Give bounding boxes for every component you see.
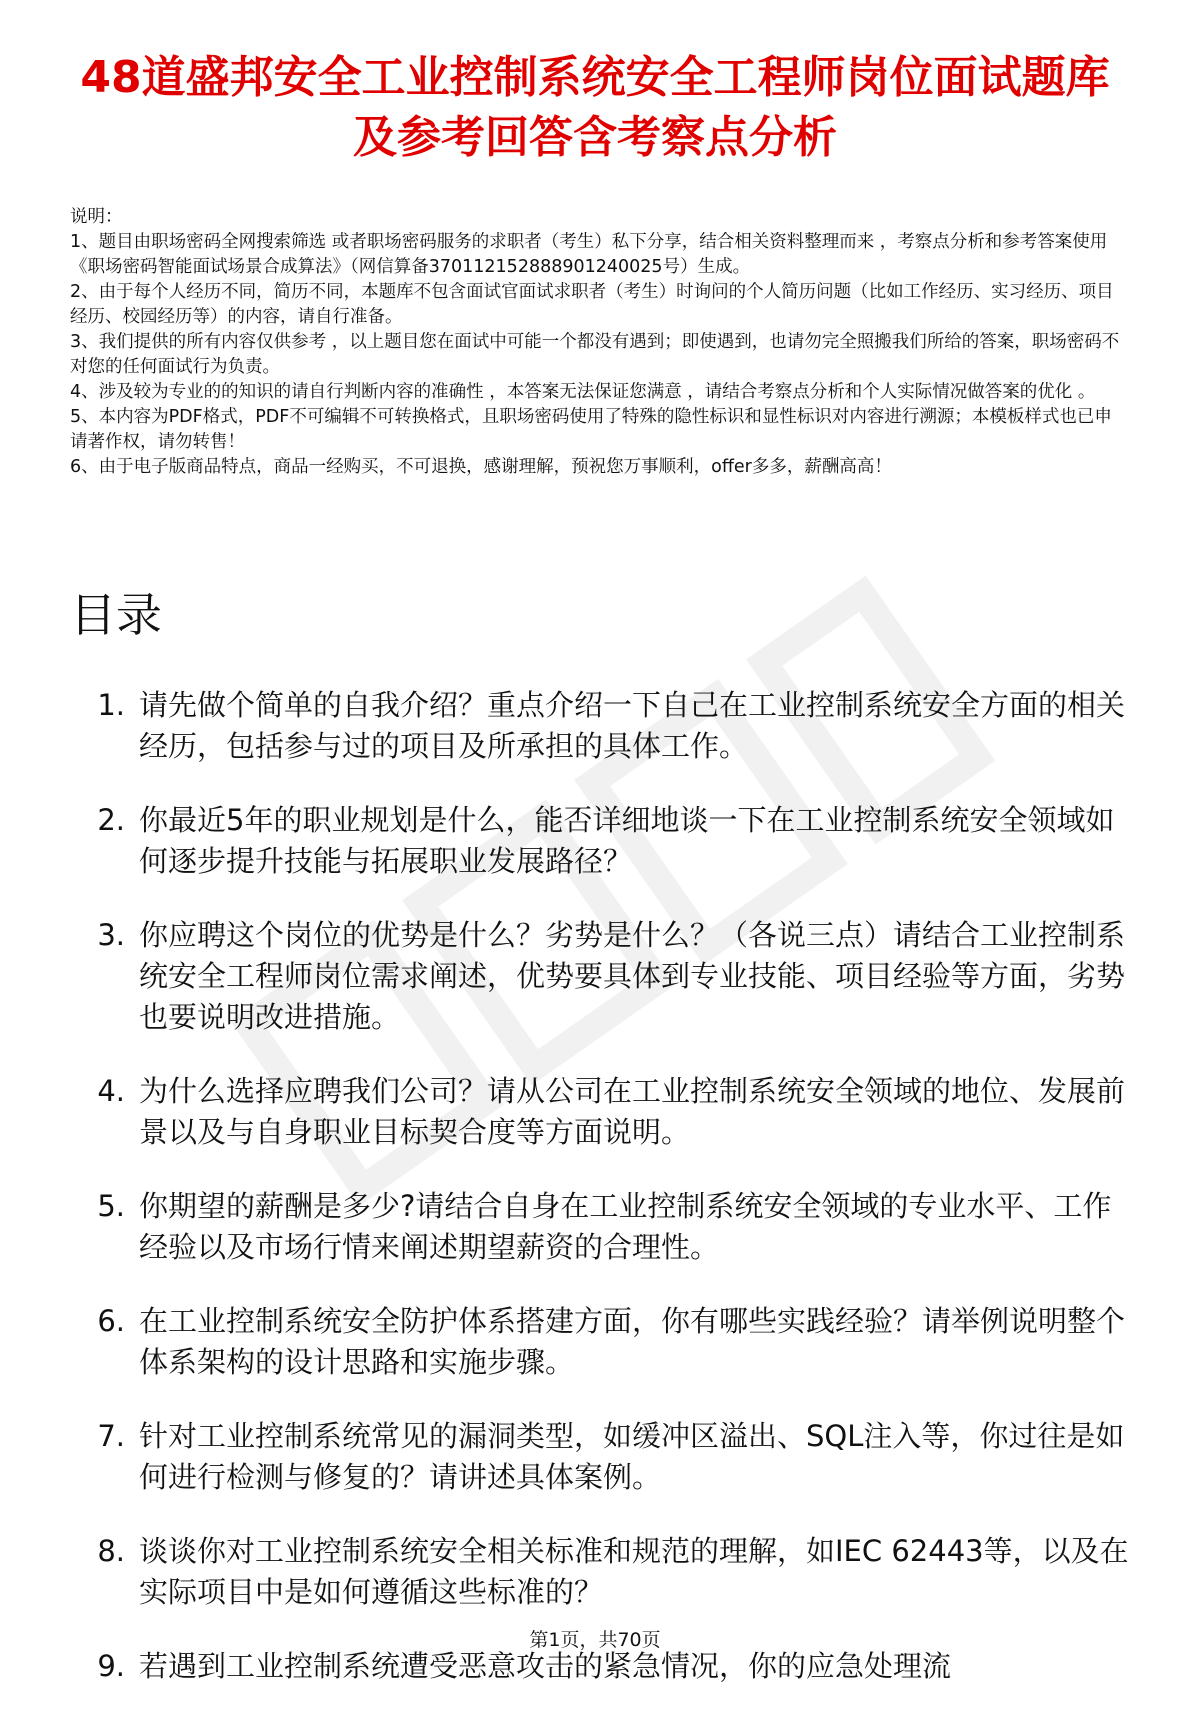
toc-item-5[interactable] [70, 1186, 1130, 1268]
note-item-3: 3、我们提供的所有内容仅供参考 ，以上题目您在面试中可能一个都没有遇到；即使遇到，也请勿完全照搬我们所给的答案，职场密码不对您的任何面试行为负责。 [70, 332, 1120, 377]
toc-item-number: 6. [97, 1304, 125, 1338]
toc-item-number: 3. [97, 918, 125, 952]
toc-item-number: 4. [97, 1074, 125, 1108]
toc-item-text: 为什么选择应聘我们公司？请从公司在工业控制系统安全领域的地位、发展前景以及与自身职业目标契合度等方面说明。 [139, 1074, 1126, 1149]
toc-heading: 目录 [70, 588, 162, 642]
toc-item-number: 8. [97, 1534, 125, 1568]
notes-section [70, 205, 1120, 480]
notes-heading: 说明： [70, 207, 123, 227]
toc-item-8[interactable] [70, 1531, 1130, 1613]
page-footer: 第1页，共70页 [529, 1629, 661, 1651]
toc-item-text: 若遇到工业控制系统遭受恶意攻击的紧急情况，你的应急处理流 [139, 1649, 952, 1683]
toc-item-number: 2. [97, 803, 125, 837]
toc-item-text: 在工业控制系统安全防护体系搭建方面，你有哪些实践经验？请举例说明整个体系架构的设计思路和实施步骤。 [139, 1304, 1126, 1379]
toc-item-text: 你应聘这个岗位的优势是什么？劣势是什么？（各说三点）请结合工业控制系统安全工程师岗位需求阐述，优势要具体到专业技能、项目经验等方面，劣势也要说明改进措施。 [139, 918, 1126, 1034]
toc-item-text: 你期望的薪酬是多少?请结合自身在工业控制系统安全领域的专业水平、工作经验以及市场行情来阐述期望薪资的合理性。 [139, 1189, 1112, 1264]
toc-item-number: 1. [97, 688, 125, 722]
table-of-contents [70, 685, 1130, 1720]
toc-item-7[interactable] [70, 1416, 1130, 1498]
note-item-6: 6、由于电子版商品特点，商品一经购买，不可退换，感谢理解，预祝您万事顺利，offer多多，薪酬高高！ [70, 457, 892, 477]
toc-item-3[interactable] [70, 915, 1130, 1038]
toc-item-number: 7. [97, 1419, 125, 1453]
note-item-2: 2、由于每个人经历不同，简历不同，本题库不包含面试官面试求职者（考生）时询问的个人简历问题（比如工作经历、实习经历、项目经历、校园经历等）的内容，请自行准备。 [70, 282, 1114, 327]
toc-item-4[interactable] [70, 1071, 1130, 1153]
toc-item-6[interactable] [70, 1301, 1130, 1383]
toc-item-text: 请先做个简单的自我介绍？重点介绍一下自己在工业控制系统安全方面的相关经历，包括参与过的项目及所承担的具体工作。 [139, 688, 1126, 763]
toc-item-text: 谈谈你对工业控制系统安全相关标准和规范的理解，如IEC 62443等，以及在实际项目中是如何遵循这些标准的？ [139, 1534, 1129, 1609]
toc-item-1[interactable] [70, 685, 1130, 767]
toc-item-number: 5. [97, 1189, 125, 1223]
toc-item-number: 9. [97, 1649, 125, 1683]
note-item-1: 1、题目由职场密码全网搜索筛选 或者职场密码服务的求职者（考生）私下分享，结合相关资料整理而来 ，考察点分析和参考答案使用《职场密码智能面试场景合成算法》（网信算备370112152888901240025号）生成。 [70, 232, 1108, 277]
toc-item-text: 你最近5年的职业规划是什么，能否详细地谈一下在工业控制系统安全领域如何逐步提升技能与拓展职业发展路径？ [139, 803, 1115, 878]
note-item-5: 5、本内容为PDF格式，PDF不可编辑不可转换格式，且职场密码使用了特殊的隐性标识和显性标识对内容进行溯源；本模板样式也已申请著作权，请勿转售！ [70, 407, 1112, 452]
toc-item-2[interactable] [70, 800, 1130, 882]
note-item-4: 4、涉及较为专业的的知识的请自行判断内容的准确性 ，本答案无法保证您满意 ，请结合考察点分析和个人实际情况做答案的优化 。 [70, 382, 1096, 402]
document-title: 48道盛邦安全工业控制系统安全工程师岗位面试题库及参考回答含考察点分析 [80, 52, 1110, 163]
toc-item-text: 针对工业控制系统常见的漏洞类型，如缓冲区溢出、SQL注入等，你过往是如何进行检测与修复的？请讲述具体案例。 [139, 1419, 1125, 1494]
